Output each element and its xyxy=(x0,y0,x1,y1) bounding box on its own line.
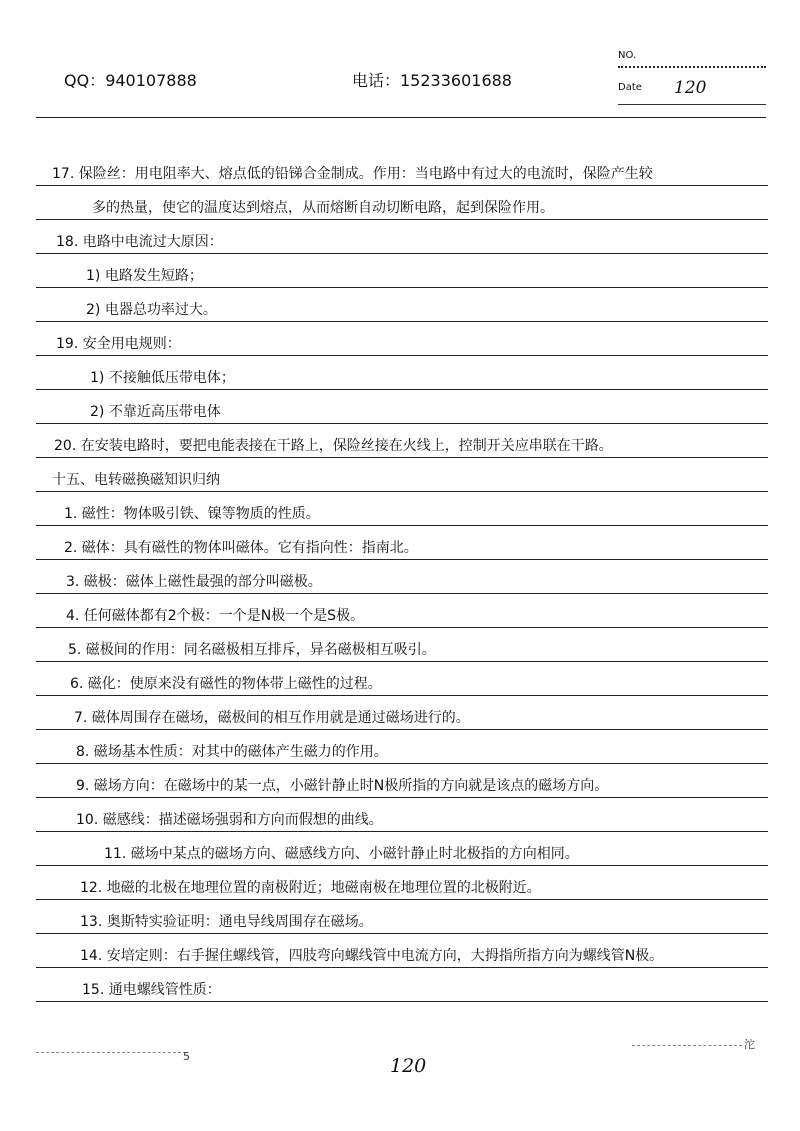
note-line xyxy=(36,764,768,798)
note-line xyxy=(36,356,768,390)
note-line xyxy=(36,866,768,900)
note-line xyxy=(36,900,768,934)
note-text: 20. 在安装电路时，要把电能表接在干路上，保险丝接在火线上，控制开关应串联在干路。 xyxy=(54,438,613,454)
date-label: Date xyxy=(618,82,642,93)
footer-left-number: 5 xyxy=(183,1050,190,1063)
note-text: 2) 不靠近高压带电体 xyxy=(90,404,221,420)
top-rule xyxy=(36,117,766,118)
note-text: 4. 任何磁体都有2个极：一个是N极一个是S极。 xyxy=(66,608,365,624)
note-text: 19. 安全用电规则： xyxy=(56,336,181,352)
footer-left-rule xyxy=(36,1052,186,1053)
date-value: 120 xyxy=(674,78,707,98)
footer-right-rule xyxy=(632,1045,742,1046)
note-text: 12. 地磁的北极在地理位置的南极附近；地磁南极在地理位置的北极附近。 xyxy=(80,880,541,896)
note-line xyxy=(36,832,768,866)
no-dotted-rule xyxy=(618,66,766,68)
note-text: 3. 磁极：磁体上磁性最强的部分叫磁极。 xyxy=(66,574,322,590)
note-text: 8. 磁场基本性质：对其中的磁体产生磁力的作用。 xyxy=(76,744,388,760)
note-text: 多的热量，使它的温度达到熔点，从而熔断自动切断电路，起到保险作用。 xyxy=(92,200,554,216)
date-rule xyxy=(618,104,766,105)
note-line xyxy=(36,186,768,220)
note-line xyxy=(36,798,768,832)
note-line xyxy=(36,594,768,628)
note-line xyxy=(36,628,768,662)
note-line xyxy=(36,492,768,526)
note-text: 5. 磁极间的作用：同名磁极相互排斥，异名磁极相互吸引。 xyxy=(68,642,436,658)
note-line xyxy=(36,288,768,322)
note-line xyxy=(36,220,768,254)
footer-page-number: 120 xyxy=(390,1055,427,1077)
note-line xyxy=(36,254,768,288)
note-text: 17. 保险丝：用电阻率大、熔点低的铅锑合金制成。作用：当电路中有过大的电流时，保险产生较 xyxy=(52,166,653,182)
note-text: 2. 磁体：具有磁性的物体叫磁体。它有指向性：指南北。 xyxy=(64,540,418,556)
note-line xyxy=(36,322,768,356)
note-line xyxy=(36,696,768,730)
header-qq: QQ：940107888 xyxy=(64,71,197,90)
note-text: 1. 磁性：物体吸引铁、镍等物质的性质。 xyxy=(64,506,320,522)
note-text: 9. 磁场方向：在磁场中的某一点，小磁针静止时N极所指的方向就是该点的磁场方向。 xyxy=(76,778,609,794)
note-text: 6. 磁化：使原来没有磁性的物体带上磁性的过程。 xyxy=(70,676,382,692)
note-line xyxy=(36,458,768,492)
header-phone: 电话：15233601688 xyxy=(352,71,512,90)
note-line xyxy=(36,662,768,696)
note-text: 1) 电路发生短路； xyxy=(86,268,203,284)
no-label: NO. xyxy=(618,50,637,61)
note-text: 十五、电转磁换磁知识归纳 xyxy=(52,472,220,488)
note-text: 15. 通电螺线管性质： xyxy=(82,982,221,998)
note-line xyxy=(36,968,768,1002)
note-line xyxy=(36,730,768,764)
note-line xyxy=(36,934,768,968)
note-text: 14. 安培定则：右手握住螺线管，四肢弯向螺线管中电流方向，大拇指所指方向为螺线管N极。 xyxy=(80,948,664,964)
note-text: 7. 磁体周围存在磁场，磁极间的相互作用就是通过磁场进行的。 xyxy=(74,710,470,726)
note-text: 10. 磁感线：描述磁场强弱和方向而假想的曲线。 xyxy=(76,812,383,828)
note-text: 13. 奥斯特实验证明：通电导线周围存在磁场。 xyxy=(80,914,373,930)
note-text: 18. 电路中电流过大原因： xyxy=(56,234,223,250)
note-text: 1) 不接触低压带电体； xyxy=(90,370,235,386)
note-text: 2) 电器总功率过大。 xyxy=(86,302,217,318)
note-text: 11. 磁场中某点的磁场方向、磁感线方向、小磁针静止时北极指的方向相同。 xyxy=(104,846,579,862)
note-line xyxy=(36,152,768,186)
note-line xyxy=(36,560,768,594)
note-line xyxy=(36,390,768,424)
note-line xyxy=(36,526,768,560)
footer-right-mark: 沱 xyxy=(744,1038,755,1051)
note-line xyxy=(36,424,768,458)
